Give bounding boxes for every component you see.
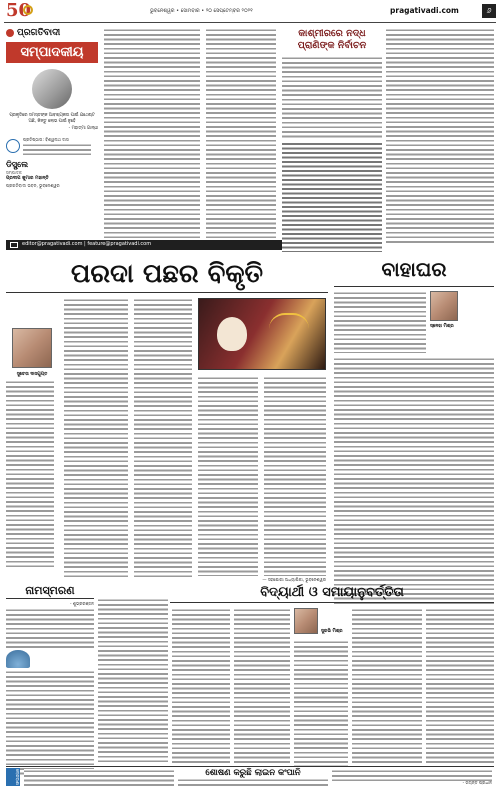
- vidyarthi-author-photo: [294, 608, 318, 634]
- founder-line: ପ୍ରତିଷ୍ଠାତା: ବିଶ୍ୱନାଥ ଦାସ: [23, 137, 69, 143]
- parda-body-3: [198, 376, 258, 576]
- vidyarthi-body-1: [172, 608, 230, 766]
- parda-author-bio: [6, 380, 54, 570]
- parda-author-name: ସୁଚେତା ଦାସଗୁପ୍ତ: [16, 372, 48, 377]
- vidyarthi-body-2: [234, 608, 290, 766]
- bahaghara-headline: ବାହାଘର: [334, 252, 494, 287]
- vidyarthi-author-name: ସୁରଭି ମିଶ୍ର: [321, 629, 343, 634]
- parda-byline-footer: — ସହଯୋଗୀ ଅଧ୍ୟାପିକା, ଭୁବନେଶ୍ୱର: [262, 577, 326, 582]
- quote-text: ପ୍ରକୃତିରେ ସମସ୍ତଙ୍କ ଆବଶ୍ୟକତା ପାଇଁ ଯଥେଷ୍ଟ ଅଛି, କିନ୍ତୁ ଲୋଭ ପାଇଁ ନୁହେଁ: [9, 113, 95, 124]
- website[interactable]: pragativadi.com: [390, 6, 459, 15]
- shoshana-left-body: [24, 769, 174, 786]
- vidyarthi-banner: [170, 584, 494, 604]
- kashmir-body-3: [386, 28, 494, 243]
- shoshana-section: [6, 766, 494, 786]
- anniversary-badge: 50: [6, 0, 32, 21]
- shoshana-byline: - ଜୟନ୍ତ ପ୍ରଧାନ: [462, 780, 492, 785]
- vidyarthi-body-3: [294, 640, 348, 766]
- kashmir-body-2: [282, 142, 382, 252]
- bahaghara-article: [334, 252, 494, 577]
- parda-body-1: [64, 298, 128, 578]
- parda-author-box: [6, 298, 58, 573]
- email-strip: [6, 240, 286, 250]
- shoshana-mid-body: [178, 778, 328, 786]
- envelope-icon: [10, 242, 18, 248]
- namasmarana-byline: - ଶୁଭ୍ରରଞ୍ଜନ: [70, 601, 94, 606]
- namasmarana-article: [6, 584, 94, 764]
- kashmir-article: [282, 28, 382, 248]
- gandhi-portrait: [32, 69, 72, 109]
- parda-author-photo: [12, 328, 52, 368]
- lotus-icon: [6, 650, 30, 668]
- editor-name: ପ୍ରଦୀପ କୁମାର ମହାନ୍ତି: [6, 176, 49, 182]
- bahaghara-author-photo: [430, 291, 458, 321]
- editor-label: ସମ୍ପାଦକ: [6, 170, 22, 176]
- vidyarthi-body-5: [426, 608, 494, 766]
- scales-icon: [269, 313, 309, 353]
- parda-illustration: [198, 298, 326, 370]
- bahaghara-intro: [334, 291, 426, 353]
- shoshana-side-label: ଲୋକବାଣୀ: [6, 768, 20, 786]
- parda-headline: ପରଦା ପଛର ବିକୃତି: [6, 256, 328, 293]
- anniversary-logo: [4, 2, 34, 22]
- parda-body-2: [134, 298, 192, 578]
- namasmarana-body-1: [6, 608, 94, 648]
- founder-detail: [23, 143, 91, 155]
- editorial-body-2: [206, 28, 276, 238]
- vidyarthi-headline: ବିଦ୍ୟାର୍ଥୀ ଓ ସମାୟାନୁବର୍ତ୍ତିତା: [170, 584, 494, 603]
- brand-logo: [6, 28, 98, 38]
- masthead-rule: [4, 22, 496, 23]
- vidyarthi-body-4: [352, 608, 422, 766]
- kashmir-body-1: [282, 56, 382, 138]
- kashmir-headline: କାଶ୍ମୀରରେ ନଦ୍ଧ ପ୍ରାଣିଙ୍କ ନିର୍ବାଚନ: [297, 28, 367, 51]
- quote-author: - ମହାତ୍ମା ଗାନ୍ଧୀ: [68, 126, 98, 132]
- parda-banner: [6, 256, 328, 294]
- bahaghara-body: [334, 357, 494, 607]
- anniversary-ring-icon: [23, 5, 33, 15]
- namasmarana-headline: ନାମସ୍ମରଣ: [6, 584, 94, 599]
- page-number: ୬: [482, 4, 496, 18]
- section-title: ସମ୍ପାଦକୀୟ: [6, 42, 98, 63]
- globe-icon: [6, 29, 14, 37]
- namasmarana-body-3: [98, 598, 168, 764]
- shoshana-headline: ଶୋଷଣ କରୁଛି ଲାଇନ କଂପାନି: [205, 768, 301, 778]
- masthead: [0, 0, 500, 24]
- editorial-body-1: [104, 28, 200, 238]
- editorial-column: [6, 28, 98, 238]
- dateline: ଭୁବନେଶ୍ୱର • ସୋମବାର • ୨୦ ସେପ୍ଟେମ୍ବର ୨୦୨୧: [150, 8, 253, 14]
- mask-icon: [217, 317, 247, 351]
- address-line: ପ୍ରଗତିବାଦୀ ଭବନ, ଭୁବନେଶ୍ୱର: [6, 183, 60, 189]
- namasmarana-body-2: [6, 670, 94, 775]
- parda-body-4: [264, 376, 326, 576]
- email-text[interactable]: editor@pragativadi.com | feature@pragativadi.com: [22, 241, 152, 247]
- badge-icon: [6, 139, 20, 153]
- brand-name: ପ୍ରଗତିବାଦୀ: [17, 28, 61, 38]
- dispatch-heading: ଡିସ୍ପ୍ଲେ: [6, 160, 29, 170]
- bahaghara-author-name: ସ୍ନେହା ମିଶ୍ର: [430, 324, 454, 329]
